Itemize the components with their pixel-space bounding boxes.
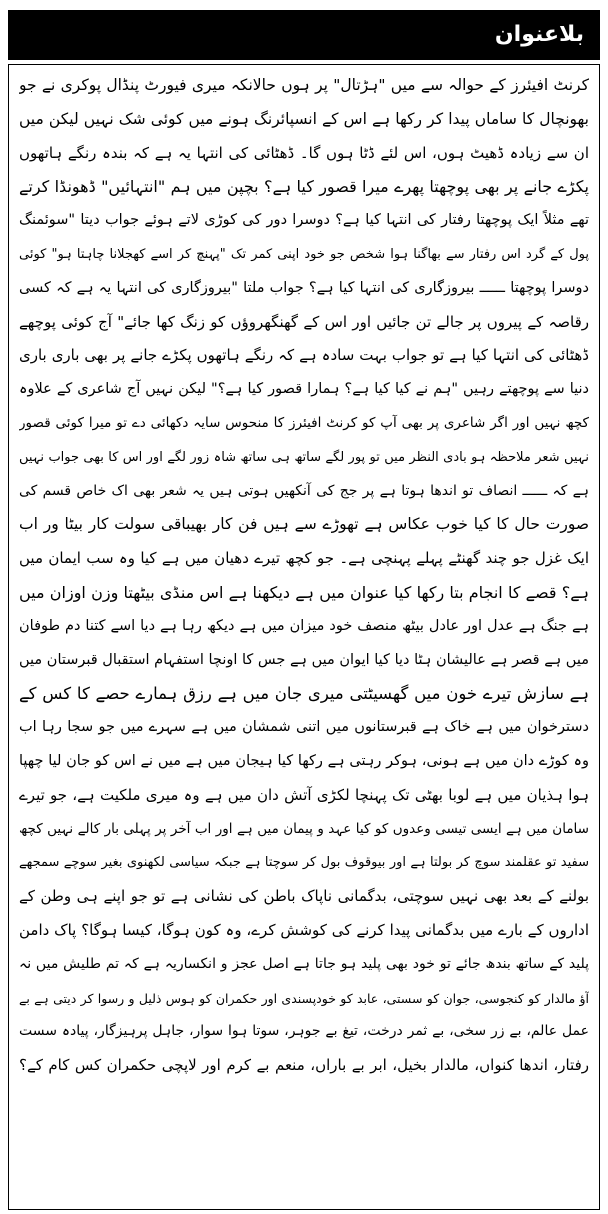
article-line: دنیا سے پوچھتے رہیں "ہم نے کیا کیا ہے؟ ہمارا قصور کیا ہے؟" لیکن نہیں آج شاعری کے علاوہ xyxy=(19,381,589,398)
article-body xyxy=(8,64,600,1210)
article-line: کرنٹ افیئرز کے حوالہ سے میں "ہڑتال" پر ہوں حالانکہ میری فیورٹ پنڈال پوکری نے جو xyxy=(19,76,589,94)
article-line: ان سے زیادہ ڈھیٹ ہوں، اس لئے ڈٹا ہوں گا۔ ڈھٹائی کی انتہا یہ ہے کہ بندہ رنگے ہاتھوں xyxy=(19,143,589,162)
article-line: دسترخوان میں ہے خاک ہے قبرستانوں میں اتنی شمشان میں ہے سہرے میں جو سجا رہا اب xyxy=(19,719,589,736)
article-line: پکڑے جانے پر بھی پوچھتا پھرے میرا قصور کیا ہے؟ بچپن میں ہم "انتہائیں" ڈھونڈا کرتے xyxy=(19,177,589,197)
article-line: ڈھٹائی کی انتہا کیا ہے تو جواب بہت سادہ ہے کہ رنگے ہاتھوں پکڑے جانے پر بھی باری باری xyxy=(19,346,589,365)
article-line: ہے کہ ــــــ انصاف تو اندھا ہوتا ہے پر جج کی آنکھیں ہوتی ہیں یہ شعر بھی اک خاص قسم کی xyxy=(19,482,589,499)
article-line: رفتار، اندھا کنواں، مالدار بخیل، ابر بے باراں، منعم بے کرم اور لاپچی حکمران کس کام کے؟ xyxy=(19,1056,589,1075)
article-line: پلید کے ساتھ بندھ جائے تو خود بھی پلید ہو جاتا ہے اصل عجز و انکساریہ ہے کہ تم طلیش میں نہ xyxy=(19,955,589,972)
article-line: آؤ مالدار کو کنجوسی، جوان کو سستی، عابد کو خودپسندی اور حکمران کو ہوس ذلیل و رسوا کر دیتی ہے بے xyxy=(19,990,589,1006)
article-line: رقاصہ کے پیروں پر جالے تن جائیں اور اس کے گھنگھروؤں کو زنگ کھا جائے" آج کوئی پوچھے xyxy=(19,312,589,331)
article-line: کچھ نہیں اور اگر شاعری پر بھی آپ کو کرنٹ افیئرز کا منحوس سایہ دکھائی دے تو میرا کوئی قصور xyxy=(19,414,589,431)
article-line: بولنے کے بعد بھی نہیں سوچتی، بدگمانی ناپاک باطن کی نشانی ہے تو جو اپنے ہی وطن کے xyxy=(19,887,589,906)
article-line: ہے؟ قصے کا انجام بتا رکھا کیا عنوان میں ہے دیکھنا ہے اس منڈی بیٹھتا وزن اوزان میں xyxy=(19,582,589,602)
article-line: ہوا ہذیان میں ہے لوبا بھٹی تک پہنچا لکڑی آتش دان میں ہے وہ میری ملکیت ہے، جو تیرے xyxy=(19,785,589,804)
article-line: نہیں شعر ملاحظہ ہو بادی النظر میں تو پور لگے ساتھ ہی ساتھ شاہ زور لگے اور اس کا بھی جواب نہیں xyxy=(19,449,589,465)
article-line: تھے مثلاً ایک پوچھتا رفتار کی انتہا کیا ہے؟ دوسرا دور کی کوڑی لاتے ہوئے جواب دیتا "سوئمنگ xyxy=(19,212,589,229)
article-line: پول کے گرد اس رفتار سے بھاگنا ہوا شخص جو خود اپنی کمر تک "پہنچ کر اسے کھجلانا چاہتا ہو" کوئی xyxy=(19,246,589,262)
article-line-last xyxy=(19,1083,589,1117)
article-line: اداروں کے بارے میں بدگمانی پیدا کرنے کی کوشش کرے، وہ کون ہوگا، کیسا ہوگا؟ پاک دامن xyxy=(19,920,589,939)
article-line: ہے سازش تیرے خون میں گھسیٹتی میری جان میں ہے رزق ہمارے حصے کا کس کے xyxy=(19,684,589,704)
article-line: ایک غزل جو چند گھنٹے پہلے پہنچی ہے۔ جو کچھ تیرے دھیان میں ہے کیا وہ سب ایمان میں xyxy=(19,549,589,568)
article-line: وہ کوڑے دان میں ہے ہونی، ہوکر رہتی ہے رکھا کیا ہیجان میں ہے میں نے اس کو جان لیا چھپا xyxy=(19,752,589,769)
article-line: بھونچال کا ساماں پیدا کر رکھا ہے اس کے انسپائرنگ ہونے میں کوئی شک نہیں لیکن میں xyxy=(19,109,589,128)
article-line: عمل عالم، بے زر سخی، بے ثمر درخت، تیغ بے جوہر، سوتا ہوا سوار، جاہل پرہیزگار، پیادہ سست xyxy=(19,1023,589,1040)
article-line: دوسرا پوچھتا ــــــ بیروزگاری کی انتہا کیا ہے؟ جواب ملتا "بیروزگاری کی انتہا یہ ہے کہ کسی xyxy=(19,279,589,296)
article-line: صورت حال کا کیا خوب عکاس ہے تھوڑے سے ہیں فن کار بھیباقی سولت کار بیٹا ور اب xyxy=(19,515,589,534)
column-title: بلاعنوان xyxy=(494,22,584,47)
article-line: سفید تو عقلمند سوچ کر بولتا ہے اور بیوقوف بول کر سوچتا ہے جبکہ سیاسی لکھنوی بغیر سوچے سمجھے xyxy=(19,855,589,871)
article-line: ہے جنگ ہے عدل اور عادل بیٹھ منصف خود میزان میں ہے دیکھ رہا ہے دیا اسے کتنا دم طوفان xyxy=(19,617,589,634)
article-line: میں ہے قصر ہے عالیشان ہٹا دیا کیا ایوان میں ہے جس کا اونچا استفہام استقبال قبرستان میں xyxy=(19,651,589,668)
title-bar xyxy=(8,10,600,60)
article-line: سامان میں ہے ایسی تیسی وعدوں کو کیا عہد و پیمان میں ہے اور اب آخر پر پہلی بار کالے نہیں کچھ xyxy=(19,820,589,837)
